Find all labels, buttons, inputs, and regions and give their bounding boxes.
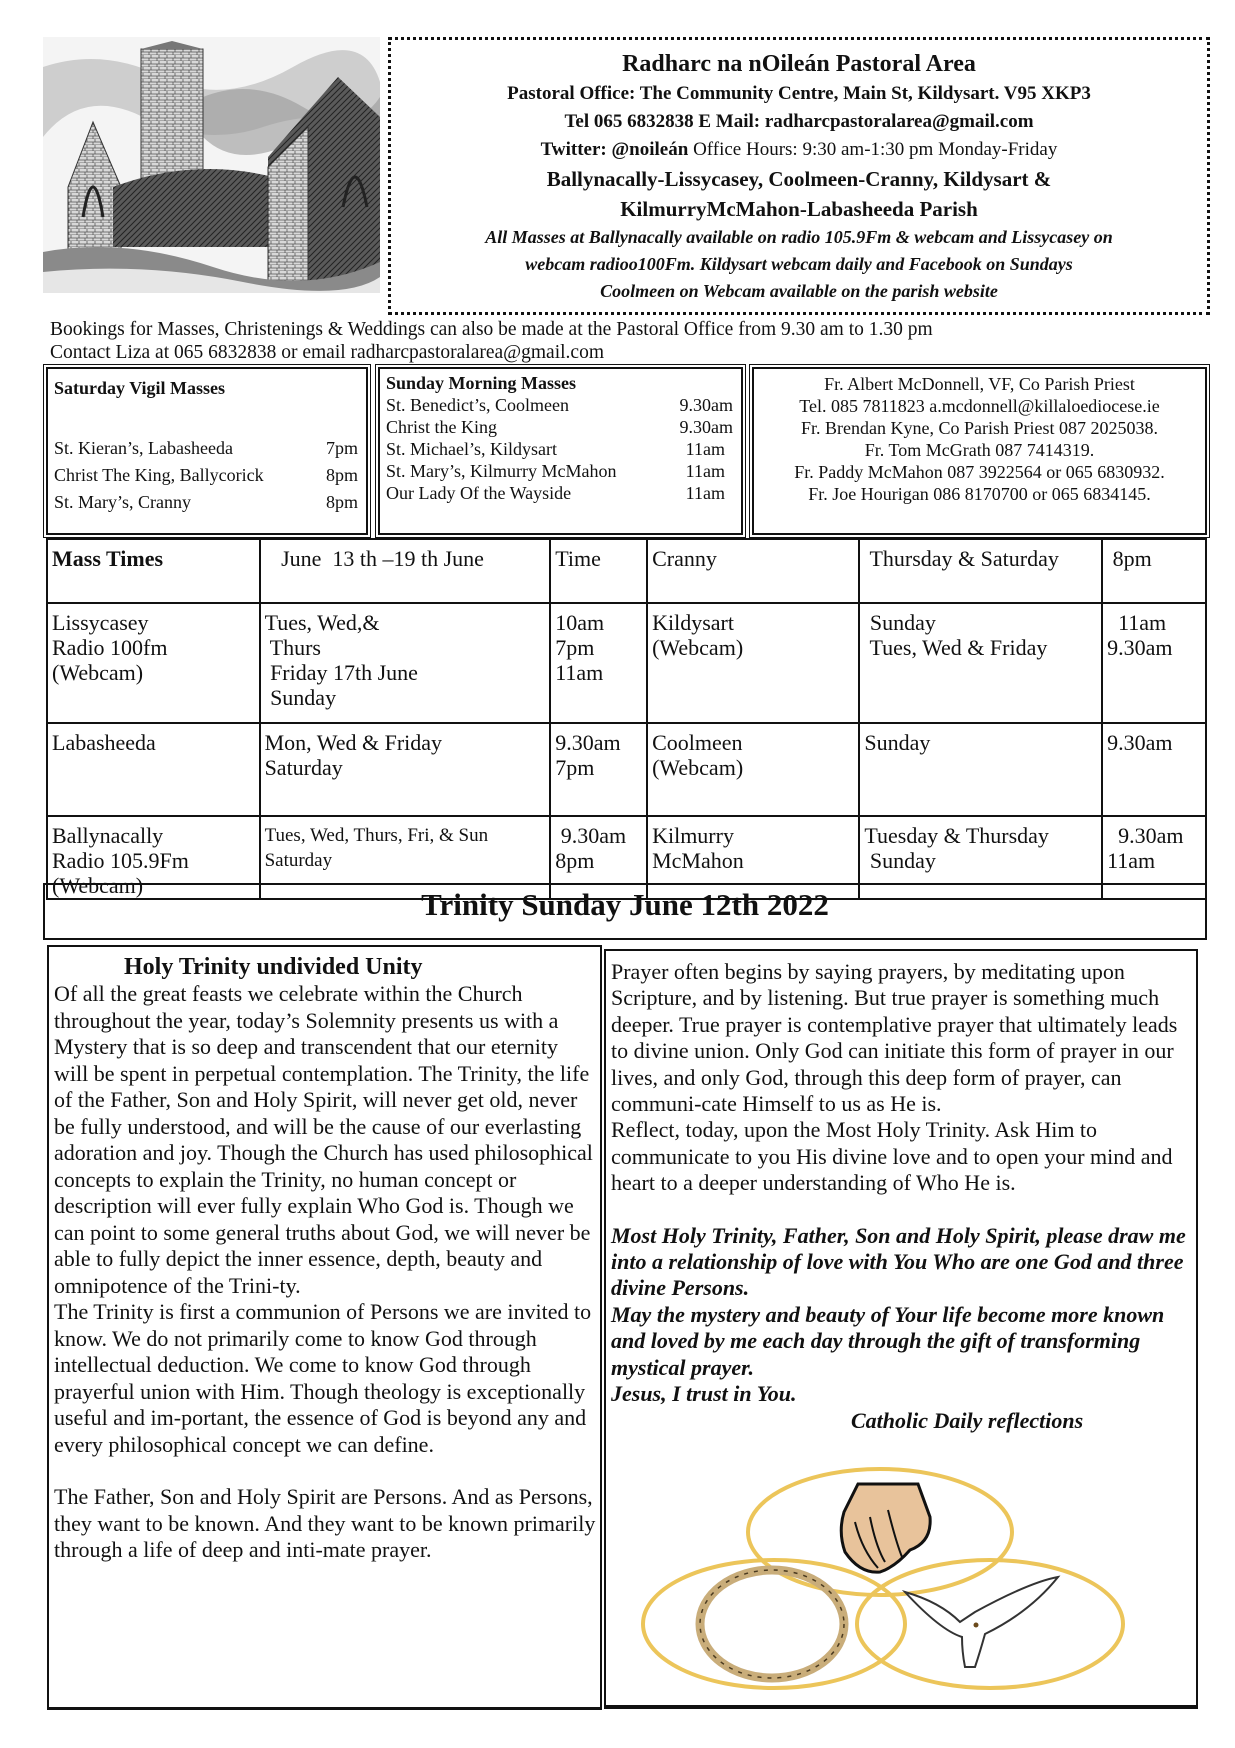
sunday-morning-box xyxy=(378,367,743,535)
priests-contact-box xyxy=(752,367,1207,535)
vigil-mass-item xyxy=(54,462,358,489)
priest-line: Fr. Brendan Kyne, Co Parish Priest 087 2025038. xyxy=(801,418,1158,438)
church-name: St. Mary’s, Cranny xyxy=(54,492,191,512)
sunday-mass-item xyxy=(386,394,733,416)
webcam-info-line-1: All Masses at Ballynacally available on radio 105.9Fm & webcam and Lissycasey on xyxy=(485,227,1113,247)
table-cell: Ballynacally Radio 105.9Fm (Webcam) xyxy=(47,816,260,899)
table-cell: Tues, Wed,& Thurs Friday 17th June Sunday xyxy=(260,603,551,723)
article-paragraph: The Trinity is first a communion of Persons we are invited to know. We do not primarily come to know God through intellectual deduction. We come to know God through prayerful union with Him. Though theology is exceptionally useful and im-portant, the essence of God is beyond any and every philosophical concept we can define. xyxy=(54,1299,592,1457)
mass-times-table xyxy=(46,538,1207,900)
table-cell: Labasheeda xyxy=(47,723,260,816)
church-name: St. Benedict’s, Coolmeen xyxy=(386,395,569,415)
priest-line: Fr. Joe Hourigan 086 8170700 or 065 6834145. xyxy=(808,484,1151,504)
mass-time: 8pm xyxy=(325,465,358,485)
church-name: Our Lady Of the Wayside xyxy=(386,483,572,503)
prayer-text: May the mystery and beauty of Your life become more known and loved by me each day through the gift of transforming mystical prayer. xyxy=(611,1301,1165,1380)
table-row xyxy=(47,723,1206,816)
hand-icon xyxy=(841,1484,930,1572)
parishes-line-2: KilmurryMcMahon-Labasheeda Parish xyxy=(620,197,978,221)
priest-line: Fr. Albert McDonnell, VF, Co Parish Priest xyxy=(824,374,1135,394)
table-cell: Mass Times xyxy=(47,539,260,603)
article-paragraph: Prayer often begins by saying prayers, by meditating upon Scripture, and by listening. But true prayer is something much deeper. True prayer is contemplative prayer that ultimately leads to divine union. Only God can initiate this form of prayer in our lives, and only God, through this deep form of prayer, can communi-cate Himself to us as He is. xyxy=(611,959,1178,1117)
mass-time: 11am xyxy=(685,439,725,459)
ring-left xyxy=(643,1560,905,1688)
vigil-mass-item xyxy=(54,435,358,462)
pastoral-office-address: Pastoral Office: The Community Centre, Main St, Kildysart. V95 XKP3 xyxy=(507,83,1091,104)
sunday-mass-item xyxy=(386,460,733,482)
trinity-circles-icon xyxy=(640,1462,1130,1697)
table-cell: 9.30am 8pm xyxy=(550,816,647,899)
pastoral-area-title: Radharc na nOileán Pastoral Area xyxy=(622,51,976,77)
church-name: St. Kieran’s, Labasheeda xyxy=(54,438,233,458)
prayer-text: Most Holy Trinity, Father, Son and Holy Spirit, please draw me into a relationship of love with You Who are one God and three divine Persons. xyxy=(611,1222,1186,1301)
priest-line: Fr. Paddy McMahon 087 3922564 or 065 6830932. xyxy=(794,462,1165,482)
table-cell: Tuesday & Thursday Sunday xyxy=(859,816,1102,899)
article-paragraph: Reflect, today, upon the Most Holy Trinity. Ask Him to communicate to you His divine love and to open your mind and heart to a deeper understanding of Who He is. xyxy=(611,1117,1173,1196)
table-row xyxy=(47,603,1206,723)
table-cell: 8pm xyxy=(1102,539,1206,603)
table-cell: Coolmeen (Webcam) xyxy=(647,723,859,816)
table-cell: 11am 9.30am xyxy=(1102,603,1206,723)
table-cell: Sunday Tues, Wed & Friday xyxy=(859,603,1102,723)
mass-time: 7pm xyxy=(325,438,358,458)
parishes-line-1: Ballynacally-Lissycasey, Coolmeen-Cranny, Kildysart & xyxy=(546,167,1052,191)
table-cell: Time xyxy=(550,539,647,603)
church-name: Christ The King, Ballycorick xyxy=(54,465,264,485)
table-cell: Thursday & Saturday xyxy=(859,539,1102,603)
sunday-morning-title: Sunday Morning Masses xyxy=(386,373,577,393)
table-cell: Tues, Wed, Thurs, Fri, & Sun Saturday xyxy=(260,816,551,899)
saturday-vigil-title: Saturday Vigil Masses xyxy=(54,378,226,398)
table-cell: June 13 th –19 th June xyxy=(260,539,551,603)
table-cell: Lissycasey Radio 100fm (Webcam) xyxy=(47,603,260,723)
sunday-mass-item xyxy=(386,438,733,460)
source-credit: Catholic Daily reflections xyxy=(851,1407,1084,1433)
twitter-handle[interactable]: Twitter: @noileán xyxy=(540,139,689,160)
twitter-hours-line xyxy=(391,136,1207,164)
article-heading: Holy Trinity undivided Unity xyxy=(124,954,423,980)
vigil-mass-item xyxy=(54,489,358,516)
bookings-line-2: Contact Liza at 065 6832838 or email radharcpastoralarea@gmail.com xyxy=(50,342,604,363)
article-holy-trinity xyxy=(47,945,602,1710)
church-ruin-illustration xyxy=(43,37,380,293)
bookings-line-1: Bookings for Masses, Christenings & Weddings can also be made at the Pastoral Office from 9.30 am to 1.30 pm xyxy=(50,319,933,340)
contact-line: Tel 065 6832838 E Mail: radharcpastoralarea@gmail.com xyxy=(564,111,1034,132)
webcam-info-line-2: webcam radioo100Fm. Kildysart webcam daily and Facebook on Sundays xyxy=(525,254,1073,274)
office-hours: Office Hours: 9:30 am-1:30 pm Monday-Friday xyxy=(688,139,1058,160)
table-cell: 9.30am xyxy=(1102,723,1206,816)
trinity-symbol-image xyxy=(640,1462,1130,1697)
mass-time: 8pm xyxy=(325,492,358,512)
article-paragraph: Of all the great feasts we celebrate within the Church throughout the year, today’s Solemnity presents us with a Mystery that is so deep and transcendent that our eternity will be spent in perpetual contemplation. The Trinity, the life of the Father, Son and Holy Spirit, will never get old, never be fully understood, and will be the cause of our everlasting adoration and joy. Though the Church has used philosophical concepts to explain the Trinity, no human concept or description will ever fully explain Who God is. Though we can point to some general truths about God, we will never be able to fully depict the inner essence, depth, beauty and omnipotence of the Trini-ty. xyxy=(54,981,593,1298)
table-cell: 10am 7pm 11am xyxy=(550,603,647,723)
church-ruin-icon xyxy=(43,37,380,293)
mass-time: 11am xyxy=(685,483,725,503)
church-name: St. Michael’s, Kildysart xyxy=(386,439,557,459)
table-cell: Sunday xyxy=(859,723,1102,816)
table-cell: Kilmurry McMahon xyxy=(647,816,859,899)
priest-line: Tel. 085 7811823 a.mcdonnell@killaloediocese.ie xyxy=(799,396,1160,416)
mass-time: 9.30am xyxy=(679,395,733,415)
article-paragraph: The Father, Son and Holy Spirit are Persons. And as Persons, they want to be known. And they want to be known primarily through a life of deep and inti-mate prayer. xyxy=(54,1484,596,1562)
mass-time: 11am xyxy=(685,461,725,481)
saturday-vigil-box xyxy=(46,367,368,535)
sunday-mass-item xyxy=(386,416,733,438)
table-cell: 9.30am 7pm xyxy=(550,723,647,816)
bookings-notice xyxy=(50,318,933,364)
sunday-mass-item xyxy=(386,482,733,504)
crown-of-thorns-icon xyxy=(700,1570,844,1678)
priest-line: Fr. Tom McGrath 087 7414319. xyxy=(864,440,1095,460)
church-name: St. Mary’s, Kilmurry McMahon xyxy=(386,461,617,481)
pastoral-info-box xyxy=(388,37,1210,315)
table-cell: 9.30am 11am xyxy=(1102,816,1206,899)
webcam-info-line-3: Coolmeen on Webcam available on the parish website xyxy=(600,281,998,301)
table-row xyxy=(47,539,1206,603)
trinity-sunday-banner: Trinity Sunday June 12th 2022 xyxy=(43,883,1207,940)
mass-time: 9.30am xyxy=(679,417,733,437)
table-cell: Cranny xyxy=(647,539,859,603)
prayer-text: Jesus, I trust in You. xyxy=(611,1381,797,1407)
church-name: Christ the King xyxy=(386,417,497,437)
table-cell: Kildysart (Webcam) xyxy=(647,603,859,723)
table-cell: Mon, Wed & Friday Saturday xyxy=(260,723,551,816)
